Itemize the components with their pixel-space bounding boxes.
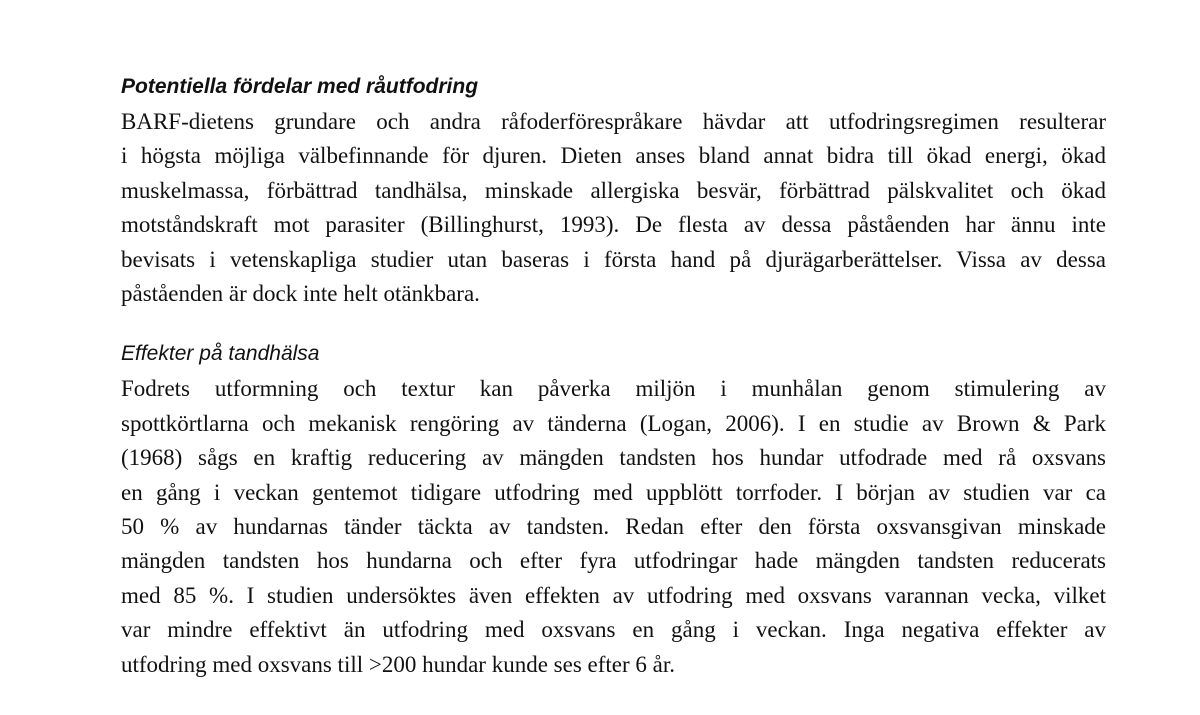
paragraph-line: utfodring med oxsvans till >200 hundar kunde ses efter 6 år. [121,651,675,677]
paragraph-line: motståndskraft mot parasiter (Billinghurst, 1993). De flesta av dessa påståenden har ännu inte [121,212,1106,238]
section-gap [121,311,1106,339]
paragraph-line: med 85 %. I studien undersöktes även effekten av utfodring med oxsvans varannan vecka, vilket [121,582,1106,608]
paragraph-line: mängden tandsten hos hundarna och efter fyra utfodringar hade mängden tandsten reducerats [121,548,1106,574]
paragraph-raw-feeding-benefits [121,105,1106,311]
paragraph-line: en gång i veckan gentemot tidigare utfodring med uppblött torrfoder. I början av studien var ca [121,479,1106,505]
paragraph-line: Fodrets utformning och textur kan påverka miljön i munhålan genom stimulering av [121,376,1106,402]
document-page [121,72,1106,682]
paragraph-line: var mindre effektivt än utfodring med oxsvans en gång i veckan. Inga negativa effekter av [121,617,1106,643]
paragraph-line: spottkörtlarna och mekanisk rengöring av tänderna (Logan, 2006). I en studie av Brown & Park [121,410,1106,436]
paragraph-line: 50 % av hundarnas tänder täckta av tandsten. Redan efter den första oxsvansgivan minskade [121,514,1106,540]
section-heading-raw-feeding-benefits: Potentiella fördelar med råutfodring [121,75,479,98]
paragraph-line: påståenden är dock inte helt otänkbara. [121,281,480,307]
paragraph-line: bevisats i vetenskapliga studier utan baseras i första hand på djurägarberättelser. Vissa av dessa [121,246,1106,272]
paragraph-line: muskelmassa, förbättrad tandhälsa, minskade allergiska besvär, förbättrad pälskvalitet och ökad [121,177,1106,203]
paragraph-dental-health [121,372,1106,682]
section-heading-dental-health: Effekter på tandhälsa [121,342,320,366]
paragraph-line: BARF-dietens grundare och andra råfoderförespråkare hävdar att utfodringsregimen resulterar [121,109,1106,134]
paragraph-line: (1968) sågs en kraftig reducering av mängden tandsten hos hundar utfodrade med rå oxsvans [121,445,1106,471]
paragraph-line: i högsta möjliga välbefinnande för djuren. Dieten anses bland annat bidra till ökad energi, ökad [121,143,1106,169]
